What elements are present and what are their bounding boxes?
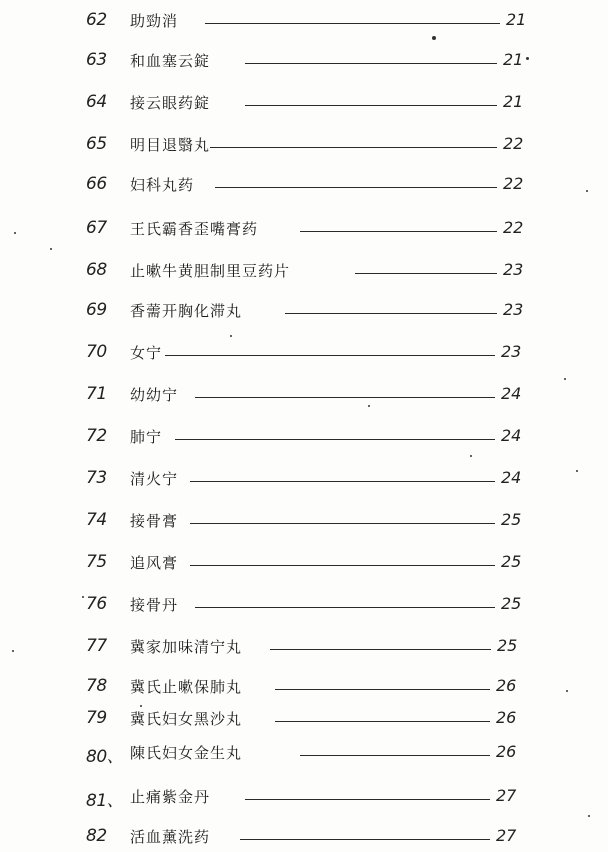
scan-speck — [14, 232, 16, 234]
scan-speck — [50, 248, 52, 250]
entry-page-number: 26 — [496, 676, 517, 695]
dot-leader — [190, 481, 495, 482]
scan-speck — [12, 650, 14, 652]
dot-leader — [275, 689, 490, 690]
entry-page-number: 25 — [501, 594, 522, 613]
entry-number: 75 — [86, 552, 107, 572]
scan-speck — [566, 690, 568, 692]
entry-page-number: 25 — [501, 510, 522, 529]
entry-page-number: 22 — [503, 218, 524, 237]
entry-number: 66 — [86, 174, 107, 194]
scan-speck — [526, 57, 529, 60]
entry-number: 64 — [86, 92, 107, 112]
entry-number: 70 — [86, 342, 107, 362]
entry-page-number: 25 — [497, 636, 518, 655]
dot-leader — [195, 607, 495, 608]
dot-leader — [285, 313, 497, 314]
dot-leader — [300, 231, 497, 232]
toc-entry — [0, 258, 608, 286]
dot-leader — [195, 397, 495, 398]
entry-title: 止嗽牛黄胆制里豆药片 — [130, 262, 291, 280]
scan-speck — [230, 335, 232, 337]
toc-entry — [0, 172, 608, 200]
entry-page-number: 22 — [503, 134, 524, 153]
entry-title: 追风膏 — [130, 554, 179, 572]
entry-number: 69 — [86, 300, 107, 320]
dot-leader — [210, 147, 497, 148]
entry-page-number: 21 — [506, 10, 527, 29]
toc-entry — [0, 508, 608, 536]
entry-page-number: 26 — [496, 708, 517, 727]
dot-leader — [355, 273, 497, 274]
toc-entry — [0, 340, 608, 368]
toc-entry — [0, 706, 608, 734]
entry-number: 82 — [86, 826, 107, 846]
entry-number: 67 — [86, 218, 107, 238]
entry-page-number: 23 — [503, 260, 524, 279]
toc-entry — [0, 550, 608, 578]
entry-title: 止痛紫金丹 — [130, 788, 211, 806]
toc-entry — [0, 740, 608, 768]
toc-entry — [0, 90, 608, 118]
entry-number: 65 — [86, 134, 107, 154]
scan-speck — [82, 596, 84, 598]
entry-title: 助勁消 — [130, 12, 179, 30]
entry-title: 王氏霸香歪嘴膏药 — [130, 220, 259, 238]
entry-page-number: 26 — [496, 742, 517, 761]
entry-number: 77 — [86, 636, 107, 656]
entry-title: 接骨膏 — [130, 512, 179, 530]
entry-number: 80、 — [86, 747, 124, 767]
entry-page-number: 23 — [503, 300, 524, 319]
scan-speck — [470, 455, 472, 457]
entry-number: 71 — [86, 384, 107, 404]
entry-page-number: 21 — [503, 92, 524, 111]
dot-leader — [275, 721, 490, 722]
entry-title: 冀氏止嗽保肺丸 — [130, 678, 243, 696]
entry-title: 清火宁 — [130, 470, 179, 488]
scan-speck — [368, 405, 370, 407]
entry-number: 72 — [86, 426, 107, 446]
entry-number: 81、 — [86, 791, 124, 811]
entry-title: 活血薰洗药 — [130, 828, 211, 846]
entry-page-number: 24 — [501, 426, 522, 445]
toc-entry — [0, 592, 608, 620]
entry-title: 明目退翳丸 — [130, 136, 211, 154]
dot-leader — [205, 23, 500, 24]
dot-leader — [215, 187, 497, 188]
dot-leader — [270, 649, 491, 650]
entry-title: 女宁 — [130, 344, 163, 362]
entry-page-number: 27 — [496, 826, 517, 845]
entry-page-number: 23 — [501, 342, 522, 361]
entry-page-number: 21 — [503, 50, 524, 69]
entry-title: 香薷开胸化滞丸 — [130, 302, 243, 320]
toc-entry — [0, 216, 608, 244]
scan-speck — [588, 815, 590, 817]
toc-entry — [0, 8, 608, 36]
toc-entry — [0, 466, 608, 494]
entry-title: 接骨丹 — [130, 596, 179, 614]
entry-page-number: 22 — [503, 174, 524, 193]
entry-title: 肺宁 — [130, 428, 163, 446]
entry-number: 78 — [86, 676, 107, 696]
entry-title: 陳氏妇女金生丸 — [130, 744, 243, 762]
dot-leader — [190, 565, 495, 566]
toc-entry — [0, 824, 608, 852]
entry-title: 妇科丸药 — [130, 176, 195, 194]
entry-title: 冀家加味清宁丸 — [130, 638, 243, 656]
entry-number: 63 — [86, 50, 107, 70]
toc-entry — [0, 674, 608, 702]
entry-number: 79 — [86, 708, 107, 728]
entry-page-number: 24 — [501, 384, 522, 403]
scan-speck — [586, 190, 588, 192]
scan-speck — [140, 705, 142, 707]
dot-leader — [165, 355, 495, 356]
scan-speck — [576, 470, 578, 472]
dot-leader — [240, 839, 490, 840]
entry-title: 和血塞云錠 — [130, 52, 211, 70]
dot-leader — [245, 63, 497, 64]
toc-entry — [0, 48, 608, 76]
toc-entry — [0, 298, 608, 326]
entry-page-number: 25 — [501, 552, 522, 571]
entry-title: 幼幼宁 — [130, 386, 179, 404]
scan-speck — [432, 36, 436, 40]
entry-page-number: 24 — [501, 468, 522, 487]
entry-number: 76 — [86, 594, 107, 614]
dot-leader — [300, 755, 490, 756]
entry-number: 68 — [86, 260, 107, 280]
dot-leader — [190, 523, 495, 524]
toc-entry — [0, 784, 608, 812]
dot-leader — [245, 105, 497, 106]
entry-number: 62 — [86, 10, 107, 30]
dot-leader — [175, 439, 495, 440]
entry-number: 73 — [86, 468, 107, 488]
toc-entry — [0, 424, 608, 452]
toc-entry — [0, 634, 608, 662]
toc-entry — [0, 382, 608, 410]
dot-leader — [245, 799, 490, 800]
entry-title: 接云眼药錠 — [130, 94, 211, 112]
toc-entry — [0, 132, 608, 160]
scan-speck — [564, 378, 566, 380]
entry-title: 冀氏妇女黑沙丸 — [130, 710, 243, 728]
entry-page-number: 27 — [496, 786, 517, 805]
entry-number: 74 — [86, 510, 107, 530]
